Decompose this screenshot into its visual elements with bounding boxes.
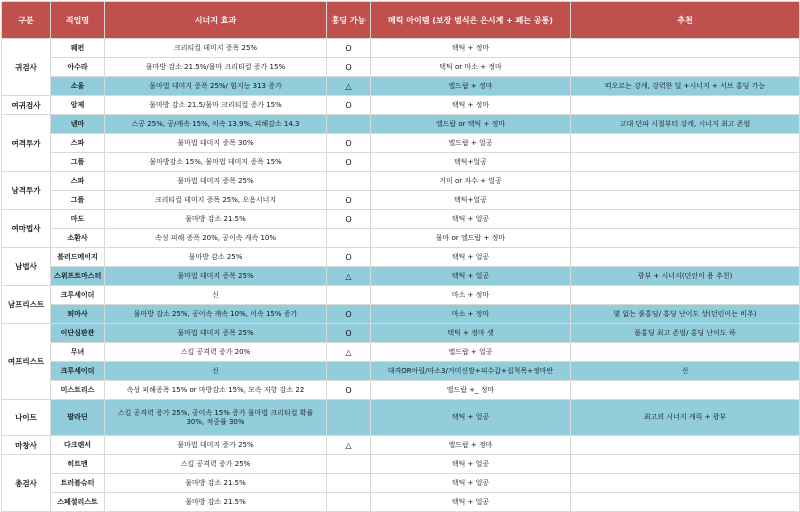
recommendation xyxy=(571,58,800,77)
recommendation: 풀홍딩 최고 존엄/ 홍딩 난이도 하 xyxy=(571,324,800,343)
epic-item: 택틱 + 얼공 xyxy=(371,400,571,436)
table-row xyxy=(2,210,800,229)
job-name: 다크랜서 xyxy=(51,436,105,455)
recommendation xyxy=(571,436,800,455)
table-row xyxy=(2,381,800,400)
table-row xyxy=(2,286,800,305)
holding-flag: △ xyxy=(327,267,371,286)
epic-item: 엘드랍 + 얼공 xyxy=(371,134,571,153)
holding-flag: O xyxy=(327,305,371,324)
epic-item: 택틱+얼공 xyxy=(371,191,571,210)
header-row xyxy=(2,2,800,39)
synergy-effect: 물마법 데미지 증가 25% xyxy=(105,436,327,455)
synergy-effect: 물마방 감소 21.5/물마 크리티컬 증가 15% xyxy=(105,96,327,115)
job-name: 그플 xyxy=(51,153,105,172)
epic-item: 택틱 + 얼공 xyxy=(371,248,571,267)
recommendation xyxy=(571,172,800,191)
epic-item: 거미 or 자수 + 얼공 xyxy=(371,172,571,191)
synergy-effect: 물마방 감소 25%, 공이속 캐속 10%, 이속 15% 증가 xyxy=(105,305,327,324)
job-name: 스페셜리스트 xyxy=(51,493,105,512)
class-group: 마창사 xyxy=(2,436,51,455)
class-group: 총검사 xyxy=(2,455,51,512)
synergy-effect: 물마법 데미지 증폭 25% xyxy=(105,324,327,343)
job-name: 이단심판관 xyxy=(51,324,105,343)
job-name: 트러블슈터 xyxy=(51,474,105,493)
synergy-table-container xyxy=(1,1,799,506)
header-group: 구분 xyxy=(2,2,51,39)
epic-item: 택틱 + 정마 xyxy=(371,96,571,115)
holding-flag: O xyxy=(327,191,371,210)
job-name: 크루세이더 xyxy=(51,286,105,305)
class-group: 여귀검사 xyxy=(2,96,51,115)
synergy-effect: 물마법 데미지 증폭 25% xyxy=(105,172,327,191)
recommendation xyxy=(571,343,800,362)
synergy-effect: 스킬 공격력 증가 25%, 공이속 15% 증가 물마법 크리티컬 확률 30%, 적중률 30% xyxy=(105,400,327,436)
table-row xyxy=(2,455,800,474)
recommendation xyxy=(571,134,800,153)
class-group: 여프리스트 xyxy=(2,324,51,400)
holding-flag xyxy=(327,455,371,474)
holding-flag: O xyxy=(327,58,371,77)
epic-item: 택틱 + 정마 셋 xyxy=(371,324,571,343)
recommendation: 광부 + 시너지(던린이 용 추천) xyxy=(571,267,800,286)
epic-item: 엘드랍 + 정마 xyxy=(371,77,571,96)
holding-flag xyxy=(327,115,371,134)
synergy-effect: 물마법 데미지 증폭 25% xyxy=(105,267,327,286)
holding-flag: O xyxy=(327,381,371,400)
job-name: 아수라 xyxy=(51,58,105,77)
synergy-effect: 물마방감소 15%, 물마법 데미지 증폭 15% xyxy=(105,153,327,172)
synergy-effect: 물마방 감소 21.5%/물마 크리티컬 증가 15% xyxy=(105,58,327,77)
recommendation xyxy=(571,210,800,229)
epic-item: 택틱 + 얼공 xyxy=(371,493,571,512)
holding-flag: O xyxy=(327,153,371,172)
class-group: 남법사 xyxy=(2,248,51,286)
job-name: 무녀 xyxy=(51,343,105,362)
synergy-effect: 물마법 데미지 증폭 30% xyxy=(105,134,327,153)
holding-flag: △ xyxy=(327,77,371,96)
recommendation xyxy=(571,248,800,267)
epic-item: 마소 + 정마 xyxy=(371,286,571,305)
recommendation xyxy=(571,381,800,400)
synergy-effect: 물마방 감소 21.5% xyxy=(105,210,327,229)
table-row xyxy=(2,324,800,343)
recommendation xyxy=(571,493,800,512)
synergy-effect: 속성 피해증폭 15% or 마방감소 15%, 모속 저항 감소 22 xyxy=(105,381,327,400)
epic-item: 택틱 + 얼공 xyxy=(371,474,571,493)
header-synergy: 시너지 효과 xyxy=(105,2,327,39)
recommendation xyxy=(571,474,800,493)
table-row xyxy=(2,39,800,58)
recommendation xyxy=(571,153,800,172)
epic-item: 엘드랍 + 정마 xyxy=(371,436,571,455)
table-row xyxy=(2,248,800,267)
synergy-effect: 물마법 데미지 증폭 25%/ 힘지능 313 증가 xyxy=(105,77,327,96)
table-row xyxy=(2,172,800,191)
recommendation: 몇 없는 풀홍딩/ 홍딩 난이도 상(던린이는 비추) xyxy=(571,305,800,324)
synergy-effect: 크리티컬 데미지 증폭 25% xyxy=(105,39,327,58)
synergy-effect: 물마방 감소 21.5% xyxy=(105,493,327,512)
table-row xyxy=(2,77,800,96)
holding-flag xyxy=(327,400,371,436)
job-name: 미스트리스 xyxy=(51,381,105,400)
epic-item: 마소 + 정마 xyxy=(371,305,571,324)
job-name: 퇴마사 xyxy=(51,305,105,324)
table-row xyxy=(2,343,800,362)
synergy-effect: 신 xyxy=(105,286,327,305)
job-name: 그플 xyxy=(51,191,105,210)
holding-flag xyxy=(327,172,371,191)
table-row xyxy=(2,134,800,153)
table-row xyxy=(2,153,800,172)
job-name: 소울 xyxy=(51,77,105,96)
table-body xyxy=(2,39,800,512)
job-name: 소환사 xyxy=(51,229,105,248)
holding-flag: O xyxy=(327,248,371,267)
holding-flag xyxy=(327,229,371,248)
epic-item: 택틱+얼공 xyxy=(371,153,571,172)
table-row xyxy=(2,474,800,493)
holding-flag: O xyxy=(327,96,371,115)
table-row xyxy=(2,96,800,115)
job-name: 스위프트마스터 xyxy=(51,267,105,286)
job-name: 마도 xyxy=(51,210,105,229)
synergy-effect: 물마방 감소 21.5% xyxy=(105,474,327,493)
holding-flag xyxy=(327,286,371,305)
job-name: 크루세이더 xyxy=(51,362,105,381)
recommendation xyxy=(571,286,800,305)
epic-item: 택틱 + 얼공 xyxy=(371,267,571,286)
recommendation xyxy=(571,191,800,210)
job-name: 웨펀 xyxy=(51,39,105,58)
holding-flag: O xyxy=(327,324,371,343)
job-name: 팔라딘 xyxy=(51,400,105,436)
holding-flag: O xyxy=(327,134,371,153)
table-row xyxy=(2,229,800,248)
epic-item: 엘드랍 or 택틱 + 정마 xyxy=(371,115,571,134)
epic-item: 택틱 + 정마 xyxy=(371,39,571,58)
synergy-effect: 스공 25%, 공/캐속 15%, 이속 13.9%, 피해감소 14.3 xyxy=(105,115,327,134)
class-group: 귀검사 xyxy=(2,39,51,96)
table-row xyxy=(2,267,800,286)
table-row xyxy=(2,115,800,134)
table-row xyxy=(2,493,800,512)
recommendation xyxy=(571,39,800,58)
recommendation: 떠오르는 강캐, 강력한 딜 +시너지 + 서브 홍딩 가능 xyxy=(571,77,800,96)
recommendation: 신 xyxy=(571,362,800,381)
epic-item: 엘드랍 +_ 정마 xyxy=(371,381,571,400)
table-row xyxy=(2,400,800,436)
epic-item: 택틱 + 얼공 xyxy=(371,455,571,474)
synergy-effect: 속성 피해 증폭 20%, 공이속 캐속 10% xyxy=(105,229,327,248)
table-row xyxy=(2,191,800,210)
header-epic-items: 메릭 아이템 (보장 범식은 은시계 + 페는 공통) xyxy=(371,2,571,39)
job-name: 스파 xyxy=(51,134,105,153)
class-group: 남프리스트 xyxy=(2,286,51,324)
job-name: 히트맨 xyxy=(51,455,105,474)
recommendation xyxy=(571,229,800,248)
job-name: 암제 xyxy=(51,96,105,115)
header-job: 직업명 xyxy=(51,2,105,39)
header-holding: 홍딩 가능 xyxy=(327,2,371,39)
epic-item: 엘드랍 + 얼공 xyxy=(371,343,571,362)
holding-flag xyxy=(327,474,371,493)
class-group: 나이트 xyxy=(2,400,51,436)
holding-flag: O xyxy=(327,210,371,229)
recommendation xyxy=(571,455,800,474)
recommendation: 고대 던파 시절부터 강캐, 시너지 최고 존엄 xyxy=(571,115,800,134)
epic-item: 택틱 or 마소 + 정마 xyxy=(371,58,571,77)
table-row xyxy=(2,58,800,77)
epic-item: 물마 or 엘드랍 + 정마 xyxy=(371,229,571,248)
class-group: 여마법사 xyxy=(2,210,51,248)
synergy-effect: 스킬 공격력 증가 25% xyxy=(105,455,327,474)
table-row xyxy=(2,305,800,324)
synergy-effect: 크리티컬 데미지 증폭 25%, 오옴시너지 xyxy=(105,191,327,210)
holding-flag xyxy=(327,362,371,381)
class-group: 여격투가 xyxy=(2,115,51,172)
epic-item: 대격OR아릴/마소3/거미신발+피수갑+집척목+정마반 xyxy=(371,362,571,381)
synergy-effect: 물마방 감소 25% xyxy=(105,248,327,267)
job-name: 블러드메이지 xyxy=(51,248,105,267)
holding-flag xyxy=(327,493,371,512)
job-name: 넨마 xyxy=(51,115,105,134)
class-group: 남격투가 xyxy=(2,172,51,210)
epic-item: 택틱 + 얼공 xyxy=(371,210,571,229)
holding-flag: O xyxy=(327,39,371,58)
table-row xyxy=(2,362,800,381)
holding-flag: △ xyxy=(327,343,371,362)
synergy-effect: 신 xyxy=(105,362,327,381)
recommendation xyxy=(571,96,800,115)
job-name: 스파 xyxy=(51,172,105,191)
synergy-effect: 스킬 공격력 증가 20% xyxy=(105,343,327,362)
holding-flag: △ xyxy=(327,436,371,455)
synergy-table xyxy=(1,1,800,512)
header-recommend: 추천 xyxy=(571,2,800,39)
recommendation: 최고의 시너지 캐릭 + 광부 xyxy=(571,400,800,436)
table-row xyxy=(2,436,800,455)
